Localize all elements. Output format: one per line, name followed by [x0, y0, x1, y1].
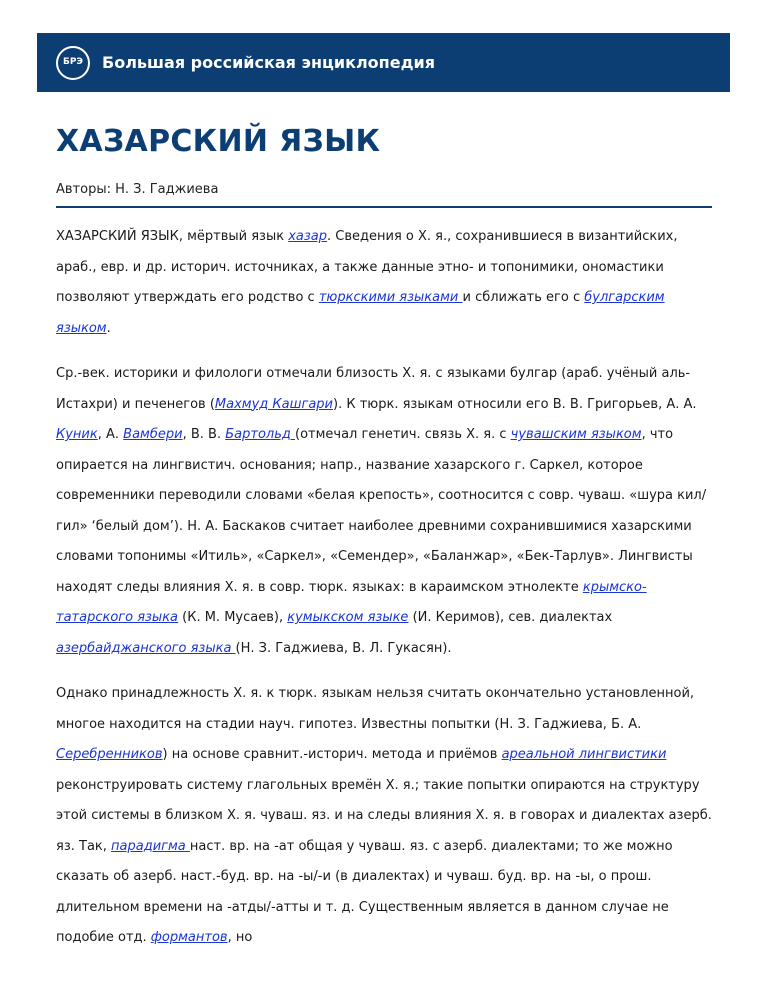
text: (отмечал генетич. связь Х. я. с — [295, 427, 511, 442]
text: (К. М. Мусаев), — [178, 610, 288, 625]
article-body — [56, 222, 712, 969]
text: . Сведения о Х. я., сохранившиеся в византийских, араб., евр. и др. историч. источниках, а также данные этно- и топонимики, ономастики позволяют утверждать его родство с — [56, 229, 678, 305]
text: Однако принадлежность Х. я. к тюрк. языкам нельзя считать окончательно установленной, многое находится на стадии науч. гипотез. Известны попытки (Н. З. Гаджиева, Б. А. — [56, 686, 695, 732]
link-areal-linguistics[interactable]: ареальной лингвистики — [501, 747, 667, 762]
link-kunik[interactable]: Куник — [56, 427, 98, 442]
text: , В. В. — [182, 427, 226, 442]
paragraph-2 — [56, 359, 712, 664]
article-authors: Авторы: Н. З. Гаджиева — [56, 182, 219, 197]
logo-text: БРЭ — [62, 57, 84, 67]
link-azerbaijani-language[interactable]: азербайджанского языка — [56, 640, 236, 656]
link-khazars[interactable]: хазар — [288, 229, 328, 244]
text: реконструировать систему глагольных времён Х. я.; такие попытки опираются на структуру этой системы в близком Х. я. чуваш. яз. и на следы влияния Х. я. в говорах и диалектах азерб. яз. Так, — [56, 777, 712, 854]
text: (Н. З. Гаджиева, В. Л. Гукасян). — [235, 640, 452, 656]
text: , А. — [97, 427, 124, 442]
text: наст. вр. на -ат общая у чуваш. яз. с азерб. диалектами; то же можно сказать об азерб. наст.-буд. вр. на -ы/-и (в диалектах) и чуваш. буд. вр. на -ы, о прош. длительном времени на -атды/-атты и т. д. Существенным является в данном случае не подобие отд. — [56, 838, 673, 945]
text: (И. Керимов), сев. диалектах — [408, 610, 613, 625]
link-chuvash-language[interactable]: чувашским языком — [510, 427, 642, 442]
logo-icon[interactable] — [56, 46, 90, 80]
link-mahmud-kashgari[interactable]: Махмуд Кашгари — [214, 396, 334, 412]
link-bulgar-language[interactable]: булгарским языком — [56, 290, 665, 336]
text: , но — [227, 930, 253, 945]
link-crimean-tatar-language[interactable]: крымско-татарского языка — [56, 579, 647, 625]
link-paradigm[interactable]: парадигма — [111, 838, 190, 854]
text: ) на основе сравнит.-историч. метода и приёмов — [162, 747, 502, 762]
text: , что опирается на лингвистич. основания; напр., название хазарского г. Саркел, которое современники переводили словами «белая крепость», соотносится с совр. чуваш. «шура кил/гил» ‘белый дом’). Н. А. Баскаков считает наиболее древними сохранившимися хазарскими словами топонимы «Итиль», «Саркел», «Семендер», «Баланжар», «Бек-Тарлув». Лингвисты находят следы влияния Х. я. в совр. тюрк. языках: в караимском этнолекте — [56, 427, 707, 595]
site-name[interactable]: Большая российская энциклопедия — [102, 53, 435, 72]
article-title: ХАЗАРСКИЙ ЯЗЫК — [56, 124, 381, 159]
text: Ср.-век. историки и филологи отмечали близость Х. я. с языками булгар (араб. учёный аль-Истахри) и печенегов ( — [56, 366, 691, 412]
link-turkic-languages[interactable]: тюркскими языками — [318, 290, 463, 305]
paragraph-3 — [56, 679, 712, 954]
link-formants[interactable]: формантов — [150, 930, 228, 945]
text: . — [106, 320, 111, 336]
link-vambery[interactable]: Вамбери — [123, 427, 183, 442]
link-bartold[interactable]: Бартольд — [225, 427, 295, 442]
link-serebrennikov[interactable]: Серебренников — [56, 747, 163, 762]
link-kumyk-language[interactable]: кумыкском языке — [287, 610, 409, 625]
text: ). К тюрк. языкам относили его В. В. Григорьев, А. А. — [333, 396, 697, 412]
paragraph-1 — [56, 222, 712, 344]
text: ХАЗАРСКИЙ ЯЗЫК, мёртвый язык — [56, 229, 289, 244]
site-header — [37, 33, 730, 92]
text: и сближать его с — [462, 290, 585, 305]
title-divider — [56, 206, 712, 208]
